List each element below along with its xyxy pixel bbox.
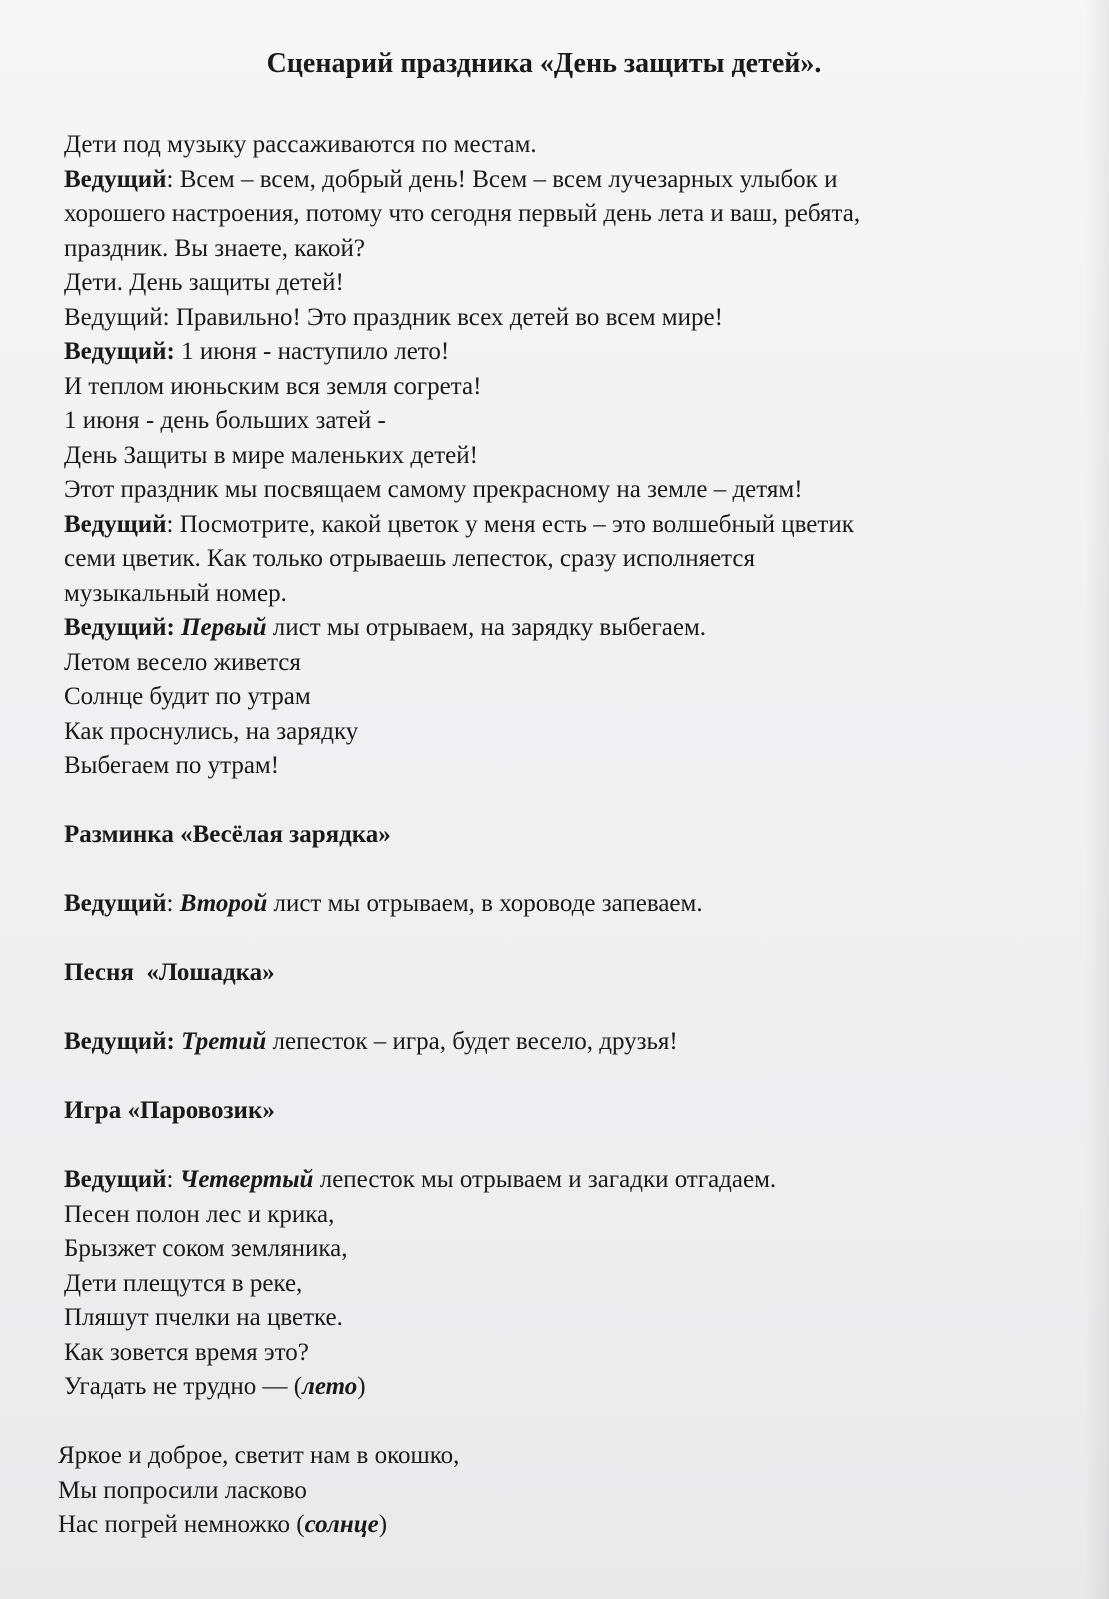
first-word: Первый <box>181 614 267 641</box>
host-label: Ведущий <box>64 510 167 538</box>
spacer <box>64 991 1054 1026</box>
poem1-line-2: И теплом июньским вся земля согрета! <box>64 372 482 400</box>
document-body <box>58 44 1054 1543</box>
flower-line-3: музыкальный номер. <box>64 579 287 607</box>
children-answer-line: Дети. День защиты детей! <box>64 269 344 296</box>
riddle1-line-5: Как зовется время это? <box>64 1338 309 1366</box>
verse1-line-3: Как проснулись, на зарядку <box>64 717 359 745</box>
fourth-word: Четвертый <box>179 1166 314 1193</box>
riddle2-last-prefix: Нас погрей немножко ( <box>58 1511 305 1538</box>
poem1-line-1 <box>64 335 1054 370</box>
fourth-petal-line: Ведущий: Четвертый лепесток мы отрываем и загадки отгадаем. <box>64 1166 777 1193</box>
intro-line: Дети под музыку рассаживаются по местам. <box>64 131 537 158</box>
host-label: Ведущий: <box>64 338 175 365</box>
spacer <box>64 922 1054 957</box>
fourth-petal-text: лепесток мы отрываем и загадки отгадаем. <box>313 1166 777 1193</box>
warmup-heading: Разминка «Весёлая зарядка» <box>64 821 391 848</box>
riddle2-last-suffix: ) <box>378 1511 388 1538</box>
flower-line-1-text: : Посмотрите, какой цветок у меня есть – это волшебный цветик <box>166 510 854 538</box>
game-heading: Игра «Паровозик» <box>64 1097 275 1124</box>
riddle1-line-2: Брызжет соком земляника, <box>64 1235 348 1262</box>
host-label: Ведущий: <box>64 614 175 641</box>
poem1-line-3: 1 июня - день больших затей - <box>64 407 386 434</box>
riddle2-line-1: Яркое и доброе, светит нам в окошко, <box>58 1442 460 1469</box>
riddle1-last-suffix: ) <box>357 1373 366 1400</box>
host-greeting-text: : Всем – всем, добрый день! Всем – всем лучезарных улыбок и <box>166 165 838 193</box>
spacer <box>64 1405 1054 1440</box>
riddle2-answer: солнце <box>304 1511 379 1538</box>
third-word: Третий <box>181 1028 267 1055</box>
third-petal-line <box>64 1025 1054 1060</box>
first-petal-text: лист мы отрываем, на зарядку выбегаем. <box>266 614 707 641</box>
spacer <box>64 1060 1054 1095</box>
second-word: Второй <box>179 890 268 917</box>
first-petal-line <box>64 611 1054 646</box>
flower-line-1 <box>64 508 1054 543</box>
riddle2-line-3 <box>58 1508 1054 1543</box>
spacer <box>64 1129 1054 1164</box>
verse1-line-1: Летом весело живется <box>64 648 301 676</box>
riddle1-line-3: Дети плещутся в реке, <box>64 1269 303 1297</box>
host-label: Ведущий <box>64 165 167 193</box>
host-greeting-line-2: хорошего настроения, потому что сегодня первый день лета и ваш, ребята, <box>64 200 861 227</box>
riddle1-answer: лето <box>302 1373 358 1400</box>
spacer <box>64 853 1054 888</box>
dedication-line: Этот праздник мы посвящаем самому прекрасному на земле – детям! <box>64 476 803 503</box>
song-heading: Песня «Лошадка» <box>64 959 275 986</box>
paper-edge-shadow <box>1085 0 1109 1599</box>
document-title: Сценарий праздника «День защиты детей». <box>266 48 822 79</box>
flower-line-2: семи цветик. Как только отрываешь лепесток, сразу исполняется <box>64 545 756 572</box>
second-petal-text: лист мы отрываем, в хороводе запеваем. <box>267 890 703 917</box>
host-label: Ведущий <box>64 1166 167 1193</box>
riddle1-line-6 <box>64 1370 1054 1405</box>
host-greeting-line-1 <box>64 163 1054 198</box>
host-label: Ведущий <box>64 890 167 917</box>
host-correct-line: Ведущий: Правильно! Это праздник всех детей во всем мире! <box>64 303 723 331</box>
riddle1-last-prefix: Угадать не трудно — ( <box>64 1373 303 1400</box>
verse1-line-4: Выбегаем по утрам! <box>64 752 280 779</box>
host-label: Ведущий: <box>64 1028 175 1055</box>
second-petal-line: Ведущий: Второй лист мы отрываем, в хороводе запеваем. <box>64 890 703 917</box>
host-greeting-line-3: праздник. Вы знаете, какой? <box>64 234 365 262</box>
riddle1-line-1: Песен полон лес и крика, <box>64 1200 335 1228</box>
poem1-line-1-text: 1 июня - наступило лето! <box>174 338 450 365</box>
poem1-line-4: День Защиты в мире маленьких детей! <box>64 441 478 469</box>
riddle2-line-2: Мы попросили ласково <box>58 1476 307 1504</box>
spacer <box>64 784 1054 819</box>
third-petal-text: лепесток – игра, будет весело, друзья! <box>266 1028 678 1055</box>
verse1-line-2: Солнце будит по утрам <box>64 683 311 710</box>
riddle1-line-4: Пляшут пчелки на цветке. <box>64 1304 343 1331</box>
